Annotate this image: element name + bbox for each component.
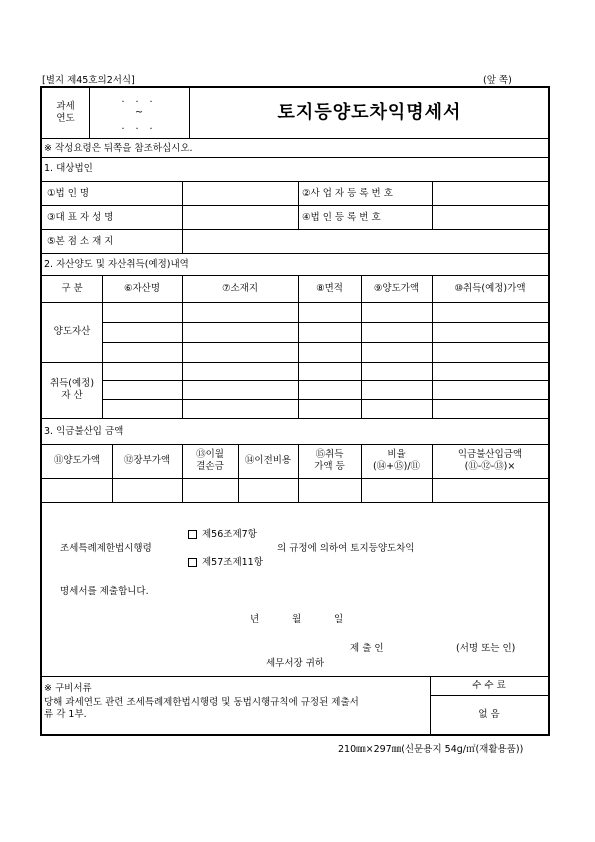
checkbox-article-57[interactable] — [188, 558, 197, 567]
paper-spec-footer: 210㎜×297㎜(신문용지 54g/㎡(재활용품)) — [338, 744, 524, 755]
col-location: ⑦소재지 — [221, 282, 259, 294]
corp-name-label: ①법 인 명 — [47, 188, 90, 199]
col-area: ⑧면적 — [316, 282, 343, 294]
col-ratio: 비율 (⑭+⑮)/⑪ — [372, 449, 421, 472]
tax-year-label: 과세 연도 — [56, 101, 75, 124]
acquired-assets-label: 취득(예정) 자 산 — [49, 378, 95, 401]
form-number: [별지 제45호의2서식] — [42, 75, 135, 86]
col-excluded-amount: 익금불산입금액 (⑪-⑫-⑬)× — [457, 449, 523, 472]
transfer-assets-label: 양도자산 — [53, 326, 91, 338]
col-carryover-loss: ⑬이월 결손금 — [196, 449, 224, 472]
page-side-label: (앞 쪽) — [483, 75, 512, 86]
biz-reg-no-label: ②사 업 자 등 록 번 호 — [302, 188, 393, 199]
hq-address-label: ⑤본 점 소 재 지 — [47, 236, 114, 247]
hq-address-field[interactable] — [183, 230, 548, 252]
recipient-label: 세무서장 귀하 — [266, 658, 325, 669]
document-title: 토지등양도차익명세서 — [277, 101, 462, 123]
biz-reg-no-field[interactable] — [433, 182, 548, 204]
checkbox-article-56[interactable] — [188, 530, 197, 539]
rep-name-field[interactable] — [183, 206, 297, 228]
corp-reg-no-label: ④법 인 등 록 번 호 — [302, 212, 381, 223]
signature-label: (서명 또는 인) — [456, 643, 516, 654]
form-frame — [40, 86, 550, 736]
date-year-label: 년 — [250, 614, 260, 625]
date-day-label: 일 — [334, 614, 344, 625]
attachments-text: 당해 과세연도 관련 조세특례제한법시행령 및 동법시행규칙에 규정된 제출서 류 각 1부. — [44, 697, 359, 721]
fee-label: 수 수 료 — [472, 679, 506, 691]
law-name: 조세특례제한법시행령 — [60, 543, 152, 554]
section3-heading: 3. 익금불산입 금액 — [44, 426, 124, 437]
col-transfer-amount: ⑪양도가액 — [53, 455, 101, 467]
tax-year-tilde: ~ — [135, 107, 143, 119]
corp-reg-no-field[interactable] — [433, 206, 548, 228]
fee-value: 없 음 — [478, 708, 500, 720]
instruction-note: ※ 작성요령은 뒤쪽을 참조하십시오. — [44, 143, 193, 154]
rep-name-label: ③대 표 자 성 명 — [47, 212, 114, 223]
col-acquisition-price: ⑩취득(예정)가액 — [454, 282, 526, 294]
corp-name-field[interactable] — [183, 182, 297, 204]
col-transfer-price: ⑨양도가액 — [373, 282, 420, 294]
tax-year-start-dots: . . . — [121, 94, 157, 106]
col-category: 구 분 — [61, 282, 83, 294]
section2-heading: 2. 자산양도 및 자산취득(예정)내역 — [44, 259, 189, 270]
section1-heading: 1. 대상법인 — [44, 163, 93, 174]
col-transfer-cost: ⑭이전비용 — [244, 455, 292, 467]
col-book-value: ⑫장부가액 — [123, 455, 171, 467]
declaration-clause: 의 규정에 의하여 토지등양도차익 — [277, 543, 415, 554]
option-article-56[interactable]: 제56조제7항 — [188, 529, 257, 541]
declaration-submit: 명세서를 제출합니다. — [60, 586, 149, 597]
option-article-57[interactable]: 제57조제11항 — [188, 557, 263, 569]
col-asset-name: ⑥자산명 — [123, 282, 161, 294]
col-acquisition-cost: ⑮취득 가액 등 — [314, 449, 345, 472]
attachments-heading: ※ 구비서류 — [44, 683, 92, 694]
submitter-label: 제 출 인 — [350, 643, 384, 654]
date-month-label: 월 — [292, 614, 302, 625]
tax-year-end-dots: . . . — [121, 121, 157, 133]
